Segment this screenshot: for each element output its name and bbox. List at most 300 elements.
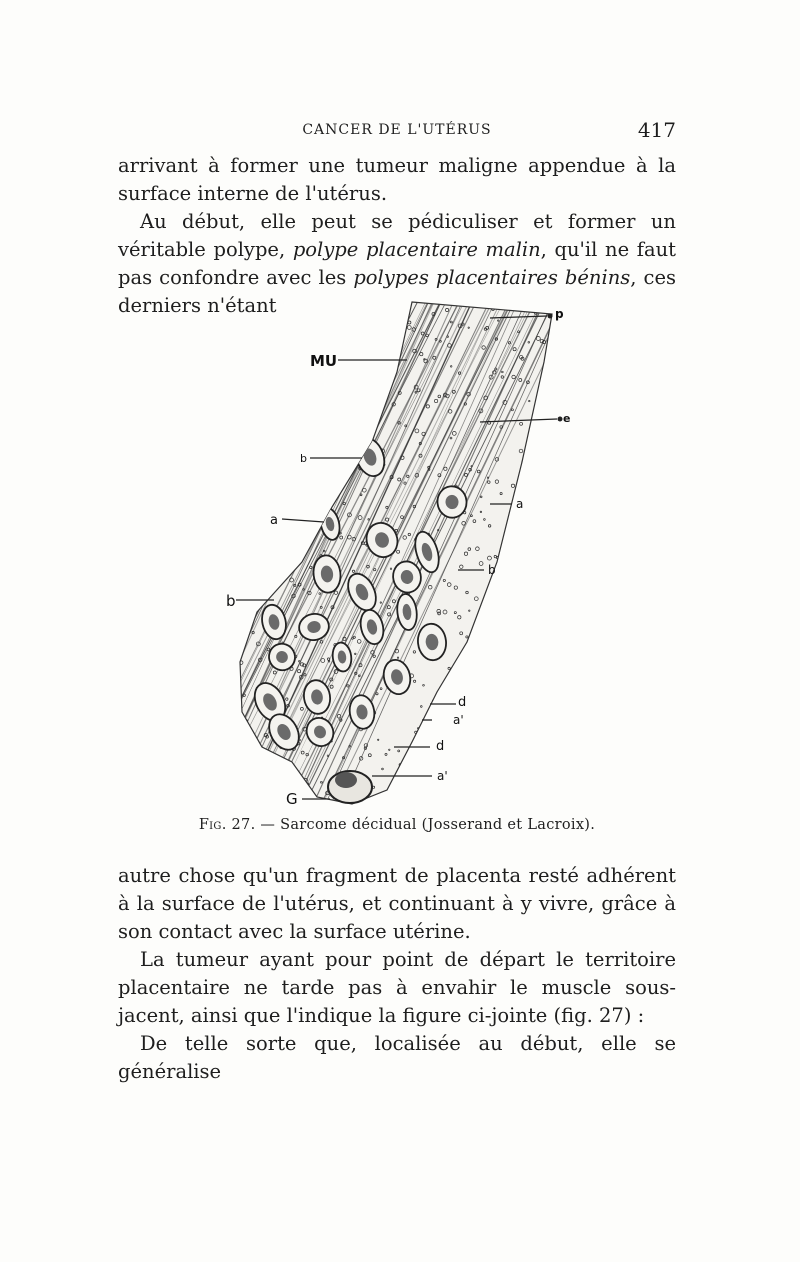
granule xyxy=(400,326,403,329)
granule xyxy=(518,630,522,634)
granule xyxy=(560,458,562,460)
granule xyxy=(508,778,510,780)
granule xyxy=(504,750,508,754)
granule xyxy=(230,417,232,419)
granule xyxy=(304,491,307,494)
granule xyxy=(526,728,529,731)
granule xyxy=(297,334,299,336)
granule xyxy=(449,771,453,775)
granule xyxy=(230,611,232,613)
granule xyxy=(253,768,256,771)
granule xyxy=(531,771,532,772)
granule xyxy=(297,808,300,811)
granule xyxy=(248,423,249,424)
granule xyxy=(318,516,321,519)
granule xyxy=(309,332,312,335)
granule xyxy=(308,437,310,439)
granule xyxy=(539,538,541,540)
granule xyxy=(543,533,545,535)
granule xyxy=(348,307,351,310)
granule xyxy=(269,392,273,396)
text-segment: De telle sorte que, localisée au début, elle se généralise xyxy=(118,1032,676,1083)
granule xyxy=(545,788,547,790)
granule xyxy=(560,440,563,443)
granule xyxy=(287,379,289,381)
granule xyxy=(500,646,502,648)
granule xyxy=(496,620,499,623)
granule xyxy=(291,382,293,384)
granule xyxy=(559,695,561,697)
granule xyxy=(350,449,351,450)
label-d-lower: d xyxy=(436,739,445,754)
label-a-prime-lower: a' xyxy=(437,769,448,783)
granule xyxy=(484,302,486,304)
fiber-stroke xyxy=(222,292,258,812)
granule xyxy=(555,397,557,399)
granule xyxy=(457,295,461,299)
granule xyxy=(276,325,279,328)
granule xyxy=(301,475,304,478)
granule xyxy=(255,434,258,437)
granule xyxy=(267,771,270,774)
granule xyxy=(364,300,368,304)
granule xyxy=(348,448,350,450)
granule xyxy=(524,578,526,580)
granule xyxy=(517,753,519,755)
leader-dot xyxy=(548,314,553,319)
granule xyxy=(510,571,513,574)
granule xyxy=(467,781,469,783)
caption-text: — Sarcome décidual (Josserand et Lacroix). xyxy=(255,817,596,833)
granule xyxy=(520,676,523,679)
granule xyxy=(541,469,545,473)
granule xyxy=(450,781,453,784)
granule xyxy=(481,637,484,640)
granule xyxy=(443,725,445,727)
granule xyxy=(517,709,521,713)
granule xyxy=(265,558,269,562)
granule xyxy=(512,696,515,699)
granule xyxy=(236,355,240,359)
granule xyxy=(293,476,295,478)
granule xyxy=(546,632,549,635)
granule xyxy=(424,769,426,771)
granule xyxy=(234,346,238,350)
granule xyxy=(474,698,478,702)
granule xyxy=(317,404,319,406)
granule xyxy=(248,498,251,501)
granule xyxy=(508,533,512,537)
granule xyxy=(233,462,235,464)
italic-term: polypes placentaires bénins xyxy=(353,266,631,289)
granule xyxy=(228,439,232,443)
granule xyxy=(413,755,417,759)
granule xyxy=(255,356,258,359)
granule xyxy=(458,764,460,766)
granule xyxy=(248,577,251,580)
granule xyxy=(559,676,561,678)
granule xyxy=(473,672,476,675)
text-segment: , ces derniers n'étant xyxy=(118,266,676,317)
granule xyxy=(385,806,387,808)
label-a-prime-upper: a' xyxy=(453,713,464,727)
label-mu: MU xyxy=(310,352,338,370)
granule xyxy=(332,809,335,812)
label-b-upper: b xyxy=(300,452,307,465)
granule xyxy=(543,716,547,720)
granule xyxy=(318,810,320,812)
granule xyxy=(365,377,368,380)
granule xyxy=(538,584,539,585)
granule xyxy=(448,771,449,772)
granule xyxy=(253,503,255,505)
granule xyxy=(537,485,540,488)
granule xyxy=(257,446,259,448)
label-a-right: a xyxy=(516,497,524,511)
granule xyxy=(495,644,497,646)
histology-illustration xyxy=(222,292,574,814)
granule xyxy=(283,768,286,771)
granule xyxy=(267,573,269,575)
granule xyxy=(303,474,307,478)
granule xyxy=(259,404,263,408)
granule xyxy=(260,301,262,303)
granule xyxy=(347,297,351,301)
label-b-left: b xyxy=(226,592,236,610)
granule xyxy=(539,550,542,553)
granule xyxy=(414,751,417,754)
granule xyxy=(486,640,489,643)
label-d-upper: d xyxy=(458,695,467,710)
granule xyxy=(558,424,561,427)
granule xyxy=(271,327,275,331)
granule xyxy=(252,799,254,801)
granule xyxy=(266,422,269,425)
label-e: e xyxy=(563,412,571,425)
granule xyxy=(472,711,474,713)
granule xyxy=(515,636,517,638)
granule xyxy=(340,312,343,315)
granule xyxy=(533,776,535,778)
granule xyxy=(232,486,235,489)
granule xyxy=(514,559,517,562)
text-segment: autre chose qu'un fragment de placenta resté adhérent à la surface de l'utérus, et continuant à y vivre, grâce à son contact avec la surface utérine. xyxy=(118,864,676,943)
granule xyxy=(392,313,394,315)
granule xyxy=(544,529,547,532)
granule xyxy=(548,681,552,685)
granule xyxy=(380,397,382,399)
granule xyxy=(540,511,542,513)
granule xyxy=(502,546,503,547)
granule xyxy=(464,787,466,789)
granule xyxy=(472,633,476,637)
text-segment: Au début, elle peut se pédiculiser et former un véritable polype, xyxy=(118,210,676,261)
granule xyxy=(563,754,566,757)
text-block-bottom xyxy=(118,862,676,1086)
granule xyxy=(232,441,235,444)
granule xyxy=(538,686,542,690)
granule xyxy=(347,389,349,391)
granule xyxy=(308,513,311,516)
granule xyxy=(506,624,508,626)
granule xyxy=(252,314,254,316)
granule xyxy=(551,689,552,690)
granule xyxy=(228,763,230,765)
granule xyxy=(237,619,240,622)
granule xyxy=(273,760,275,762)
granule xyxy=(508,649,512,653)
granule xyxy=(546,718,550,722)
leader-dot xyxy=(558,417,563,422)
granule xyxy=(440,692,443,695)
granule xyxy=(523,299,526,302)
granule xyxy=(237,793,240,796)
granule xyxy=(267,577,270,580)
granule xyxy=(227,461,228,462)
granule xyxy=(381,325,383,327)
granule xyxy=(564,510,566,512)
granule xyxy=(317,514,321,518)
granule xyxy=(403,797,406,800)
granule xyxy=(414,776,416,778)
granule xyxy=(239,568,242,571)
granule xyxy=(519,580,523,584)
granule xyxy=(320,382,322,384)
granule xyxy=(315,381,317,383)
granule xyxy=(357,374,360,377)
figure-27 xyxy=(222,292,574,814)
granule xyxy=(375,368,376,369)
granule xyxy=(523,632,527,636)
granule xyxy=(381,795,383,797)
granule xyxy=(554,420,556,422)
granule xyxy=(350,369,354,373)
granule xyxy=(560,787,563,790)
granule xyxy=(241,446,244,449)
granule xyxy=(239,370,243,374)
paragraph xyxy=(118,862,676,946)
giant-cell-nucleus xyxy=(335,772,357,788)
granule xyxy=(273,332,276,335)
granule xyxy=(351,355,353,357)
text-segment: , qu'il ne faut pas confondre avec les xyxy=(118,238,676,289)
granule xyxy=(388,313,390,315)
granule xyxy=(289,557,293,561)
granule xyxy=(507,641,509,643)
granule xyxy=(248,333,250,335)
granule xyxy=(254,349,257,352)
granule xyxy=(517,299,520,302)
granule xyxy=(547,783,551,787)
granule xyxy=(228,792,230,794)
granule xyxy=(275,553,279,557)
granule xyxy=(348,317,350,319)
granule xyxy=(324,371,327,374)
granule xyxy=(513,564,517,568)
granule xyxy=(319,484,321,486)
granule xyxy=(406,800,409,803)
caption-label: Fig. 27. xyxy=(198,817,256,833)
granule xyxy=(546,799,549,802)
granule xyxy=(231,622,235,626)
granule xyxy=(540,801,542,803)
granule xyxy=(441,754,445,758)
granule xyxy=(229,792,232,795)
granule xyxy=(280,517,282,519)
granule xyxy=(524,683,528,687)
granule xyxy=(348,344,350,346)
granule xyxy=(356,429,360,433)
granule xyxy=(533,680,536,683)
granule xyxy=(533,508,535,510)
granule xyxy=(285,509,288,512)
granule xyxy=(254,786,258,790)
granule xyxy=(565,677,569,681)
granule xyxy=(240,319,241,320)
granule xyxy=(308,490,312,494)
page-number: 417 xyxy=(637,118,676,142)
paragraph xyxy=(118,152,676,208)
granule xyxy=(493,740,496,743)
label-g: G xyxy=(286,790,298,808)
granule xyxy=(530,574,532,576)
granule xyxy=(525,759,527,761)
granule xyxy=(267,450,268,451)
granule xyxy=(238,345,240,347)
granule xyxy=(235,405,239,409)
granule xyxy=(254,794,258,798)
granule xyxy=(486,710,489,713)
granule xyxy=(506,602,508,604)
granule xyxy=(243,314,246,317)
granule xyxy=(546,430,549,433)
granule xyxy=(238,420,242,424)
granule xyxy=(282,784,284,786)
granule xyxy=(562,336,563,337)
granule xyxy=(553,755,557,759)
granule xyxy=(515,797,518,800)
granule xyxy=(373,349,376,352)
granule xyxy=(275,576,278,579)
granule xyxy=(399,790,402,793)
granule xyxy=(462,729,464,731)
granule xyxy=(227,589,229,591)
granule xyxy=(563,538,565,540)
granule xyxy=(530,672,533,675)
granule xyxy=(349,373,352,376)
granule xyxy=(313,327,316,330)
granule xyxy=(266,433,268,435)
granule xyxy=(524,704,526,706)
granule xyxy=(513,673,517,677)
granule xyxy=(334,416,336,418)
paragraph xyxy=(118,946,676,1030)
granule xyxy=(251,561,252,562)
granule xyxy=(548,565,550,567)
granule xyxy=(299,358,302,361)
granule xyxy=(230,362,233,365)
granule xyxy=(281,445,283,447)
granule xyxy=(538,416,540,418)
granule xyxy=(322,493,326,497)
granule xyxy=(544,709,548,713)
granule xyxy=(242,617,246,621)
figure-caption xyxy=(118,817,676,833)
granule xyxy=(560,731,563,734)
granule xyxy=(257,316,261,320)
granule xyxy=(440,729,443,732)
granule xyxy=(291,505,293,507)
granule xyxy=(309,305,311,307)
granule xyxy=(551,532,554,535)
granule xyxy=(281,360,284,363)
granule xyxy=(497,638,499,640)
granule xyxy=(472,666,474,668)
granule xyxy=(244,625,245,626)
granule xyxy=(269,322,272,325)
granule xyxy=(469,732,471,734)
granule xyxy=(510,702,513,705)
granule xyxy=(543,388,545,390)
granule xyxy=(246,519,249,522)
granule xyxy=(333,302,336,305)
granule xyxy=(329,298,331,300)
granule xyxy=(560,436,562,438)
granule xyxy=(557,619,561,623)
running-head xyxy=(118,118,676,142)
granule xyxy=(474,768,476,770)
granule xyxy=(497,624,501,628)
granule xyxy=(337,427,340,430)
granule xyxy=(564,563,567,566)
granule xyxy=(232,474,234,476)
text-segment: arrivant à former une tumeur maligne appendue à la surface interne de l'utérus. xyxy=(118,154,676,205)
granule xyxy=(366,380,370,384)
granule xyxy=(318,419,320,421)
granule xyxy=(389,365,393,369)
granule xyxy=(280,522,283,525)
granule xyxy=(276,369,278,371)
granule xyxy=(562,646,564,648)
label-b-right: b xyxy=(488,563,496,577)
granule xyxy=(507,701,510,704)
granule xyxy=(258,430,260,432)
granule xyxy=(308,479,310,481)
granule xyxy=(240,735,243,738)
granule xyxy=(512,591,516,595)
granule xyxy=(306,309,309,312)
granule xyxy=(561,349,563,351)
granule xyxy=(227,716,230,719)
granule xyxy=(561,394,563,396)
granule xyxy=(444,690,448,694)
granule xyxy=(227,417,231,421)
granule xyxy=(292,340,296,344)
granule xyxy=(383,305,387,309)
granule xyxy=(251,502,253,504)
granule xyxy=(225,468,229,472)
granule xyxy=(258,375,259,376)
granule xyxy=(244,368,246,370)
granule xyxy=(470,803,472,805)
granule xyxy=(268,430,271,433)
granule xyxy=(284,482,286,484)
granule xyxy=(547,659,548,660)
paragraph xyxy=(118,1030,676,1086)
granule xyxy=(362,343,366,347)
granule xyxy=(563,706,567,710)
granule xyxy=(264,424,267,427)
